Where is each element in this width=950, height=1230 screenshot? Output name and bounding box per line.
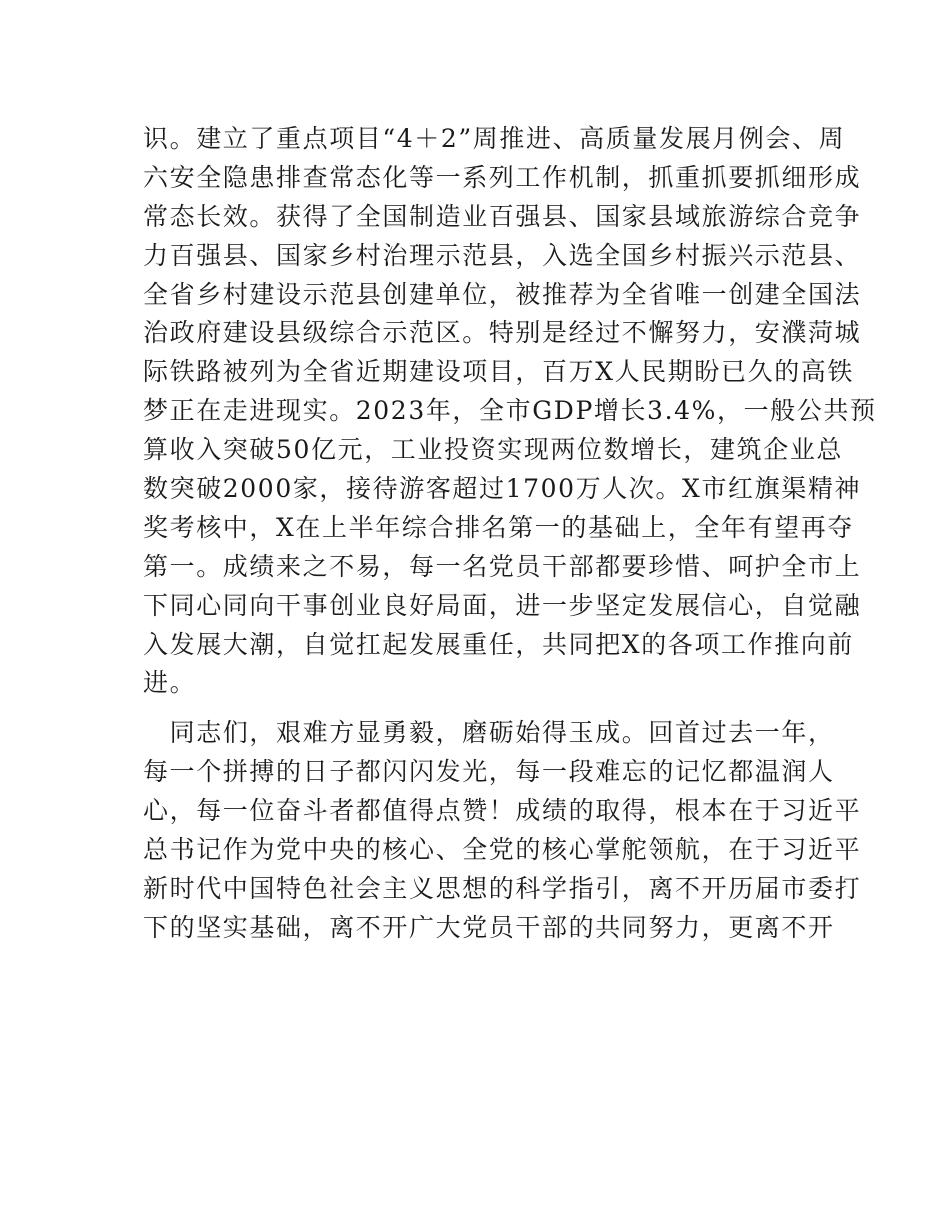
paragraph-line: 奖考核中，X在上半年综合排名第一的基础上，全年有望再夺 (143, 512, 854, 542)
paragraph-line: 进。 (143, 668, 197, 698)
paragraph-1 (143, 120, 877, 703)
paragraph-line: 总书记作为党中央的核心、全党的核心掌舵领航，在于习近平 (143, 835, 862, 865)
paragraph-line: 下的坚实基础，离不开广大党员干部的共同努力，更离不开 (143, 912, 835, 942)
paragraph-line: 同志们，艰难方显勇毅，磨砺始得玉成。回首过去一年， (143, 718, 835, 748)
paragraph-spacer (143, 703, 811, 714)
paragraph-line: 第一。成绩来之不易，每一名党员干部都要珍惜、呵护全市上 (143, 551, 862, 581)
paragraph-line: 入发展大潮，自觉扛起发展重任，共同把X的各项工作推向前 (143, 629, 854, 659)
paragraph-line: 治政府建设县级综合示范区。特别是经过不懈努力，安濮菏城 (143, 318, 862, 348)
paragraph-line: 心，每一位奋斗者都值得点赞！成绩的取得，根本在于习近平 (143, 796, 862, 826)
paragraph-line: 下同心同向干事创业良好局面，进一步坚定发展信心，自觉融 (143, 590, 862, 620)
paragraph-line: 每一个拼搏的日子都闪闪发光，每一段难忘的记忆都温润人 (143, 757, 835, 787)
paragraph-line: 全省乡村建设示范县创建单位，被推荐为全省唯一创建全国法 (143, 279, 862, 309)
paragraph-line: 六安全隐患排查常态化等一系列工作机制，抓重抓要抓细形成 (143, 162, 862, 192)
paragraph-line: 识。建立了重点项目“4＋2”周推进、高质量发展月例会、周 (143, 124, 846, 153)
paragraph-line: 际铁路被列为全省近期建设项目，百万X人民期盼已久的高铁 (143, 357, 854, 387)
paragraph-line: 算收入突破50亿元，工业投资实现两位数增长，建筑企业总 (143, 435, 844, 465)
paragraph-line: 新时代中国特色社会主义思想的科学指引，离不开历届市委打 (143, 873, 862, 903)
paragraph-2 (143, 714, 862, 947)
paragraph-line: 数突破2000家，接待游客超过1700万人次。X市红旗渠精神 (143, 474, 862, 504)
document-body (143, 120, 877, 948)
paragraph-line: 力百强县、国家乡村治理示范县，入选全国乡村振兴示范县、 (143, 240, 862, 270)
paragraph-line: 常态长效。获得了全国制造业百强县、国家县域旅游综合竞争 (143, 201, 862, 231)
paragraph-line: 梦正在走进现实。2023年，全市GDP增长3.4%，一般公共预 (143, 396, 877, 426)
